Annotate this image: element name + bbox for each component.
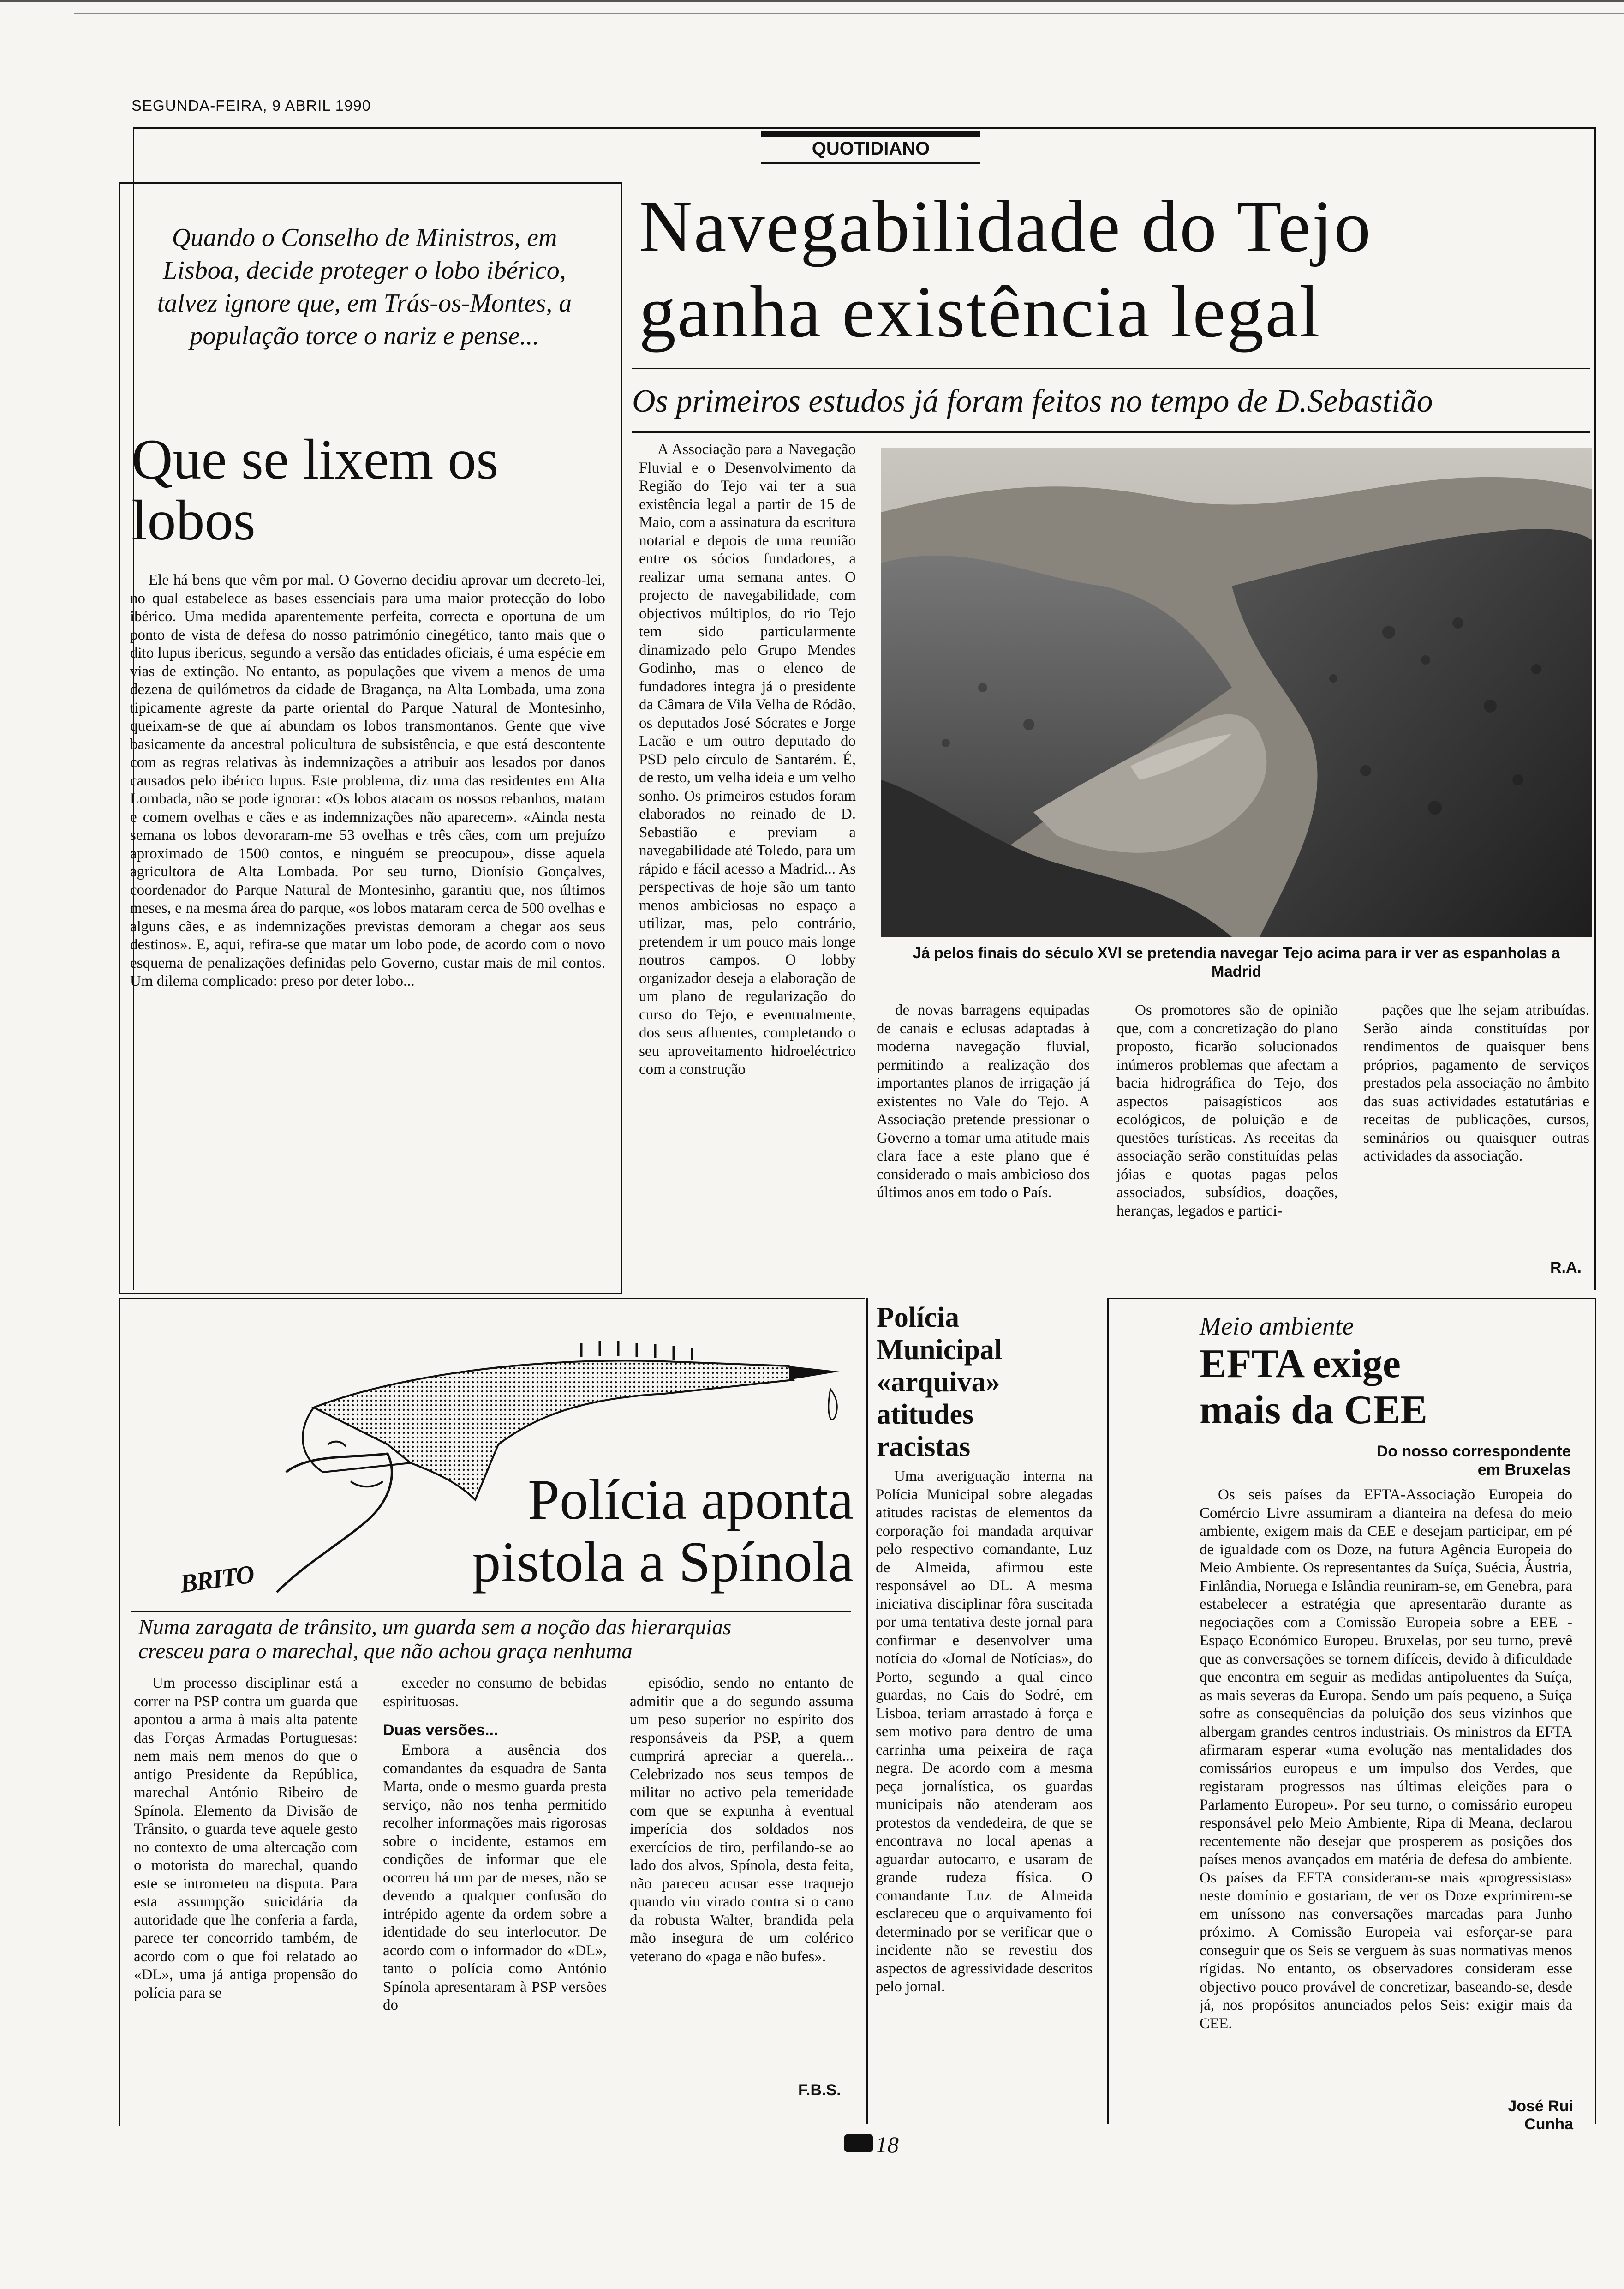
tejo-subhead-rule-bottom: [632, 431, 1590, 433]
tejo-subhead: Os primeiros estudos já foram feitos no tempo de D.Sebastião: [632, 383, 1433, 419]
lobos-headline: Que se lixem os lobos: [131, 428, 499, 552]
tejo-col2: [877, 1001, 1090, 1278]
efta-signature: José Rui Cunha: [1508, 2097, 1573, 2133]
tejo-col3-text: Os promotores são de opinião que, com a concretização do plano proposto, ficarão solucionados inúmeros problemas que afectam a bacia hidrográfica do Tejo, dos aspectos paisagísticos aos ecológicos, de poluição e de questões turísticas. As receitas da associação serão constituídas pelas jóias e quotas pagas pelos associados, subsídios, doações, heranças, legados e partici-: [1116, 1002, 1338, 1219]
spinola-col2b-text: Embora a ausência dos comandantes da esquadra de Santa Marta, onde o mesmo guarda presta serviço, não nos tenha permitido recolher informações mais rigorosas sobre o incidente, estamos em condições de informar que ele ocorreu há um par de meses, não se devendo a qualquer confusão do intrépido agente da ordem sobre a identidade do seu interlocutor. De acordo com o informador do «DL», tanto o polícia como António Spínola apresentaram à PSP versões do: [383, 1742, 607, 2013]
spinola-col3-text: episódio, sendo no entanto de admitir que a do segundo assuma um peso superior no espírito dos responsáveis da PSP, a quem cumprirá apreciar a querela... Celebrizado nos seus tempos de militar no activo pela temeridade com que se expunha à eventual imperícia dos soldados nos exercícios de tiro, perfilando-se ao lado dos alvos, Spínola, desta feita, não pareceu acusar esse traquejo quando viu virado contra si o cano da robusta Walter, brandida pela mão insegura de um colérico veterano do «paga e não bufes».: [630, 1675, 854, 1965]
efta-body-column: [1200, 1486, 1572, 2104]
racistas-left-rule: [866, 1298, 868, 2124]
frame-top: [133, 127, 1595, 129]
cartoon-signature: BRITO: [178, 1560, 256, 1599]
tejo-headline-2: ganha existência legal: [639, 270, 1321, 353]
racistas-body-column: [876, 1468, 1093, 2114]
efta-byline-1: Do nosso correspondente: [1376, 1443, 1571, 1460]
lobos-body-column: [130, 571, 605, 1277]
efta-kicker: Meio ambiente: [1200, 1312, 1354, 1341]
tejo-river-photo: [881, 448, 1592, 937]
section-bar: [761, 131, 980, 137]
racistas-body: Uma averiguação interna na Polícia Municipal sobre alegadas atitudes racistas de elementos da corporação foi mandada arquivar pelo respectivo comandante, Luz de Almeida, afirmou este responsável ao DL. A mesma iniciativa disciplinar fôra suscitada por uma tentativa deste jornal para confirmar e desenvolver uma notícia do «Jornal de Notícias», do Porto, segundo a qual cinco guardas, no Cais do Sodré, em Lisboa, teriam arrastado à força e sem motivo para dentro de uma carrinha uma peixeira de raça negra. De acordo com a mesma peça jornalística, os guardas municipais não atenderam aos protestos da vendedeira, de que se encontrava no local apenas a aguardar autocarro, e usaram de grande rudeza física. O comandante Luz de Almeida esclareceu que o arquivamento foi determinado por se verificar que o incidente não se revestiu dos aspectos de agressividade descritos pelo jornal.: [876, 1468, 1093, 1995]
section-underline: [761, 162, 980, 164]
tejo-photo-caption: Já pelos finais do século XVI se pretendia navegar Tejo acima para ir ver as espanholas a Madrid: [913, 944, 1560, 980]
tejo-signature: R.A.: [1550, 1259, 1582, 1276]
spinola-col2-subhead: Duas versões...: [383, 1721, 498, 1739]
tejo-subhead-rule-top: [632, 368, 1590, 369]
spinola-col1: [134, 1674, 358, 2117]
dl-logo: [844, 2134, 873, 2152]
spinola-subhead: Numa zaragata de trânsito, um guarda sem a noção das hierarquias cresceu para o marechal, que não achou graça nenhuma: [138, 1615, 732, 1663]
top-edge-rule-2: [74, 13, 1624, 14]
lobos-body: Ele há bens que vêm por mal. O Governo decidiu aprovar um decreto-lei, no qual estabelece as bases essenciais para uma maior protecção do lobo ibérico. Uma medida aparentemente perfeita, correcta e oportuna de um ponto de vista de defesa do nosso património cinegético, tanto mais que o dito lupus ibericus, segundo a versão das entidades oficiais, é uma espécie em vias de extinção. No entanto, as populações que vivem a menos de uma dezena de quilómetros da cidade de Bragança, na Alta Lombada, uma zona tipicamente agreste da parte oriental do Parque Natural de Montesinho, queixam-se de que aí abundam os lobos transmontanos. Gente que vive basicamente da ancestral policultura de subsistência, e que está descontente com as regras relativas às indemnizações a atribuir aos lesados por danos causados pelo ibérico lupus. Este problema, diz uma das residentes em Alta Lombada, não se pode ignorar: «Os lobos atacam os nossos rebanhos, matam e comem ovelhas e cães e as indemnizações não aparecem». «Ainda nesta semana os lobos devoraram-me 53 ovelhas e três cães, com um prejuízo aproximado de 1500 contos, e ninguém se preocupou», disse aquela agricultora de Alta Lombada. Por seu turno, Dionísio Gonçalves, coordenador do Parque Natural de Montesinho, garantiu que, nos últimos meses, e na mesma área do parque, «os lobos mataram cerca de 500 ovelhas e alguns cães, e as indemnizações previstas demoram a chegar aos seus destinos». E, aqui, refira-se que matar um lobo pode, de acordo com o novo esquema de penalizações definidas pelo Governo, custar mais de mil contos. Um dilema complicado: preso por deter lobo...: [130, 572, 605, 989]
spinola-signature: F.B.S.: [798, 2081, 841, 2099]
lobos-intro: Quando o Conselho de Ministros, em Lisboa, decide proteger o lobo ibérico, talvez ignore que, em Trás-os-Montes, a população torce o nariz e pense...: [157, 223, 572, 350]
date-line: SEGUNDA-FEIRA, 9 ABRIL 1990: [131, 97, 371, 114]
spinola-col1-text: Um processo disciplinar está a correr na PSP contra um guarda que apontou a arma à mais alta patente das Forças Armadas Portuguesas: nem mais nem menos do que o antigo Presidente da República, marechal António Ribeiro de Spínola. Elemento da Divisão de Trânsito, o guarda teve aquele gesto no contexto de uma altercação com o motorista do marechal, quando este se intrometeu na disputa. Para esta assumpção suicidária da autoridade que lhe conferia a farda, parece ter concorrido também, de acordo com o que foi relatado ao «DL», uma já antiga propensão do polícia para se: [134, 1675, 358, 2001]
spinola-col2a-text: exceder no consumo de bebidas espirituosas.: [383, 1675, 607, 1710]
spinola-col2: [383, 1674, 607, 2117]
efta-headline-1: EFTA exige: [1200, 1342, 1401, 1386]
tejo-col2-text: de novas barragens equipadas de canais e eclusas adaptadas à moderna navegação fluvial, permitindo a realização dos importantes planos de irrigação já existentes no Vale do Tejo. A Associação pretende pressionar o Governo a tomar uma atitude mais clara face a este plano que é considerado o mais ambicioso dos últimos anos em todo o País.: [877, 1002, 1090, 1201]
racistas-headline: Polícia Municipal «arquiva» atitudes racistas: [877, 1302, 1003, 1462]
page-number: 18: [876, 2132, 899, 2157]
efta-byline-2: em Bruxelas: [1477, 1461, 1571, 1479]
section-label: QUOTIDIANO: [812, 138, 930, 159]
efta-headline-2: mais da CEE: [1200, 1388, 1427, 1432]
river-landscape-image: [881, 448, 1592, 937]
efta-body: Os seis países da EFTA-Associação Europeia do Comércio Livre assumiram a dianteira na defesa do meio ambiente, exigem mais da CEE e desejam participar, em pé de igualdade com os Doze, na futura Agência Europeia do Meio Ambiente. Os representantes da Suíça, Suécia, Áustria, Finlândia, Noruega e Islândia reuniram-se, em Genebra, para estabelecer a estratégia que apresentarão durante as negociações com a Comissão Europeia sobre a EEE - Espaço Económico Europeu. Bruxelas, por seu turno, prevê que as conversações se tornem difíceis, devido à dificuldade que encontra em seguir as medidas antipoluentes da Suíça, as mais severas da Europa. Sendo um país pequeno, a Suíça sofre as consequências da poluição dos seus vizinhos que albergam grandes centros industriais. Os ministros da EFTA afirmaram esperar «uma evolução nas mentalidades dos comissários europeus e um impulso dos Verdes, que registaram progressos nas últimas eleições para o Parlamento Europeu». Por seu turno, o comissário europeu responsável pelo Meio Ambiente, Ripa di Meana, declarou recentemente não desejar que prosperem as posições dos países menos avançados em matéria de defesa do ambiente. Os países da EFTA consideram-se mais «progressistas» neste domínio e gostariam, de ver os Doze exprimirem-se em uníssono nas conversações marcadas para Junho próximo. A Comissão Europeia vai esforçar-se para conseguir que os Seis se verguem às suas normativas menos rígidas. No entanto, os observadores consideram esse objectivo pouco provável de concretizar, baseando-se, desde já, nos propósitos anunciados pelos Seis: exigir mais da CEE.: [1200, 1486, 1572, 2032]
spinola-headline-2: pistola a Spínola: [472, 1530, 854, 1594]
tejo-col4: [1363, 1001, 1589, 1260]
spinola-col3: [630, 1674, 854, 2071]
tejo-col1: [639, 441, 856, 1276]
tejo-col4-text: pações que lhe sejam atribuídas. Serão ainda constituídas por rendimentos de quaisquer bens próprios, pagamento de serviços prestados pela associação no âmbito das suas actividades estatutárias e receitas de publicações, cursos, seminários ou quaisquer outras actividades da associação.: [1363, 1002, 1589, 1164]
tejo-col1-text: A Associação para a Navegação Fluvial e o Desenvolvimento da Região do Tejo vai ter a sua existência legal a partir de 15 de Maio, com a assinatura da escritura notarial e depois de uma reunião entre os sócios fundadores, a realizar uma semana antes. O projecto de navegabilidade, com objectivos múltiplos, do rio Tejo tem sido particularmente dinamizado pelo Grupo Mendes Godinho, mas o elenco de fundadores integra já o presidente da Câmara de Vila Velha de Ródão, os deputados José Sócrates e Jorge Lacão e um outro deputado do PSD pelo círculo de Santarém. É, de resto, um velha ideia e um velho sonho. Os primeiros estudos foram elaborados no reinado de D. Sebastião e previam a navegabilidade até Toledo, para um rápido e fácil acesso a Madrid... As perspectivas de hoje são um tanto menos ambiciosas no espaço a utilizar, mas, pelo contrário, pretendem ir um pouco mais longe noutros campos. O lobby organizador deseja a elaboração de um plano de regularização do curso do Tejo, e eventualmente, dos seus afluentes, completando o seu aproveitamento hidroeléctrico com a construção: [639, 441, 856, 1078]
tejo-headline-1: Navegabilidade do Tejo: [639, 185, 1373, 267]
top-edge-rule: [0, 0, 1624, 2]
spinola-subhead-rule: [131, 1611, 851, 1612]
tejo-col3: [1116, 1001, 1338, 1278]
spinola-headline-1: Polícia aponta: [528, 1468, 854, 1531]
